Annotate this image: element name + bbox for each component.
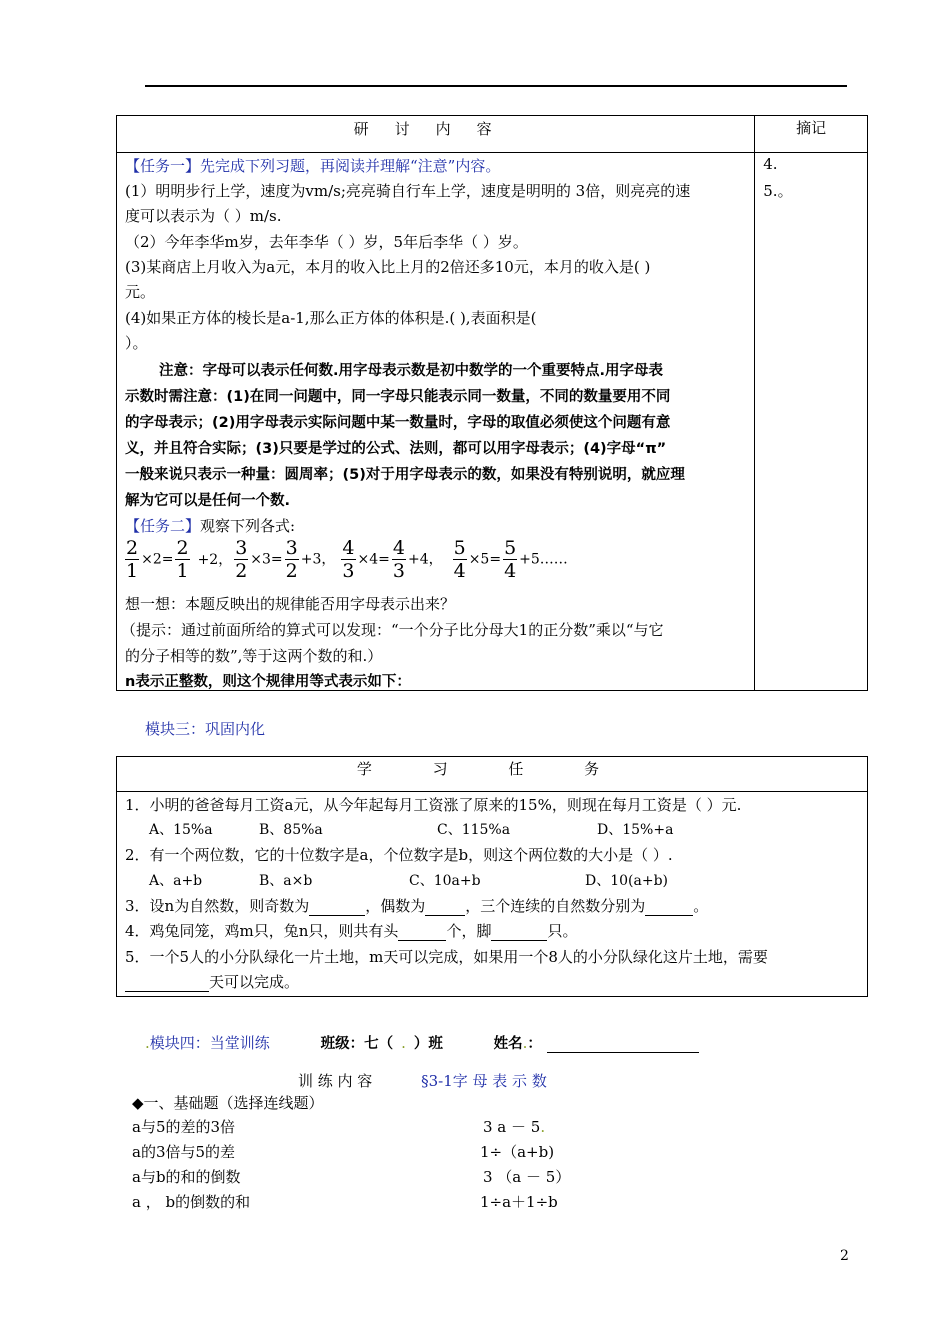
q1-line-a: (1）明明步行上学，速度为vm/s;亮亮骑自行车上学，速度是明明的 3倍，则亮亮的速 <box>125 182 691 200</box>
note-item: 4. <box>763 155 778 173</box>
module3-title: 模块三：巩固内化 <box>145 720 266 738</box>
fraction: $\frac{3}{2}$ <box>285 537 298 582</box>
blank[interactable] <box>398 926 446 941</box>
match-left-item: a与5的差的3倍 <box>132 1118 236 1136</box>
q4-line-b: ）。 <box>125 334 148 352</box>
discussion-cell <box>117 153 755 691</box>
fraction: $\frac{2}{1}$ <box>176 537 189 582</box>
module4-title: 模块四：当堂训练 <box>149 1034 270 1052</box>
note-line-5: 一般来说只表示一种量：圆周率；(5)对于用字母表示的数，如果没有特别说明，就应理 <box>125 467 685 483</box>
problem-2: 2．有一个两位数，它的十位数字是a，个位数字是b，则这个两位数的大小是（ ）. <box>125 846 673 864</box>
q1-line-b: 度可以表示为（ ）m/s. <box>125 207 282 225</box>
hint-line-b: 的分子相等的数”,等于这两个数的和.） <box>125 647 383 665</box>
page-number: 2 <box>840 1248 849 1264</box>
match-left-item: a ， b的倒数的和 <box>132 1193 251 1211</box>
note-line-6: 解为它可以是任何一个数. <box>125 493 291 509</box>
training-heading-row <box>298 1070 547 1091</box>
problem-4: 4．鸡兔同笼，鸡m只，兔n只，则共有头 个，脚 只。 <box>125 922 578 940</box>
blank[interactable] <box>491 926 547 941</box>
task2-tag: 【任务二】 <box>125 517 201 535</box>
table-header-content: 研讨内容 <box>117 116 755 153</box>
formula-row: $\frac{2}{1}$ ×2= $\frac{2}{1}$ +2， $\frac{3}{2}$ ×3= $\frac{3}{2}$ +3， $\frac{4}{3}$ ×4= $\frac{4}{3}$ +4， $\frac{5}{4}$ ×5= $\frac{5}{4}$ +5…… <box>126 537 568 582</box>
note-item: 5.。 <box>763 182 793 200</box>
problem-1: 1．小明的爸爸每月工资a元，从今年起每月工资涨了原来的15%，则现在每月工资是（ ）元. <box>125 796 742 814</box>
answer-blank[interactable] <box>411 674 629 691</box>
problem-1-options: A、15%a B、85%a C、115%a D、15%+a <box>149 822 674 838</box>
note-line-3: 的字母表示；(2)用字母表示实际问题中某一数量时，字母的取值必须使这个问题有意 <box>125 415 671 431</box>
class-label-end: ）班 <box>413 1036 443 1052</box>
q3-line-a: (3)某商店上月收入为a元，本月的收入比上月的2倍还多10元，本月的收入是( ) <box>125 258 651 276</box>
blank[interactable] <box>645 901 693 916</box>
fraction: $\frac{3}{2}$ <box>235 537 248 582</box>
blank[interactable] <box>309 901 365 916</box>
training-heading: 训 练 内 容 <box>298 1072 373 1090</box>
section-title: §3-1字 母 表 示 数 <box>421 1072 547 1090</box>
match-right-item: 3 a － 5. <box>483 1118 546 1136</box>
fraction: $\frac{2}{1}$ <box>126 537 139 582</box>
problem-5-a: 5．一个5人的小分队绿化一片土地，m天可以完成，如果用一个8人的小分队绿化这片土地，需要 <box>125 948 768 966</box>
problem-5-b: 天可以完成。 <box>125 971 299 992</box>
fraction: $\frac{5}{4}$ <box>453 537 466 582</box>
fraction: $\frac{4}{3}$ <box>392 537 405 582</box>
name-label: 姓名 <box>493 1036 523 1052</box>
final-line: n表示正整数，则这个规律用等式表示如下： <box>125 670 629 691</box>
q2-line: （2）今年李华m岁，去年李华（ ）岁，5年后李华（ ）岁。 <box>125 233 528 251</box>
class-label: 班级：七（ <box>320 1036 394 1052</box>
module4-row: .模块四：当堂训练 班级：七（ . ）班 姓名.： <box>145 1032 699 1053</box>
match-left-item: a与b的和的倒数 <box>132 1168 241 1186</box>
q4-line-a: (4)如果正方体的棱长是a-1,那么正方体的体积是.( ),表面积是( <box>125 309 537 327</box>
match-right-item: 3 （a － 5） <box>483 1168 571 1186</box>
name-blank[interactable] <box>547 1038 699 1053</box>
blank[interactable] <box>425 901 465 916</box>
think-line: 想一想：本题反映出的规律能否用字母表示出来？ <box>125 595 456 613</box>
task2-intro: 观察下列各式: <box>200 517 296 535</box>
q3-line-b: 元。 <box>125 283 156 301</box>
task-table-header: 学 习 任 务 <box>117 757 868 792</box>
task1-tag: 【任务一】 <box>125 157 201 175</box>
top-rule <box>145 85 847 87</box>
hint-line-a: （提示：通过前面所给的算式可以发现：“一个分子比分母大1的正分数”乘以“与它 <box>121 621 664 639</box>
fraction: $\frac{5}{4}$ <box>504 537 517 582</box>
fraction: $\frac{4}{3}$ <box>342 537 355 582</box>
match-right-item: 1÷a＋1÷b <box>480 1193 558 1211</box>
discussion-table <box>116 115 868 691</box>
table-header-notes: 摘记 <box>755 116 868 153</box>
note-line-1: 注意：字母可以表示任何数.用字母表示数是初中数学的一个重要特点.用字母表 <box>159 363 664 379</box>
blank[interactable] <box>125 977 209 992</box>
match-left-item: a的3倍与5的差 <box>132 1143 236 1161</box>
task-table-body <box>117 792 868 997</box>
note-line-2: 示数时需注意：(1)在同一问题中，同一字母只能表示同一数量，不同的数量要用不同 <box>125 389 671 405</box>
problem-3: 3．设n为自然数，则奇数为 ，偶数为 ，三个连续的自然数分别为 。 <box>125 897 709 915</box>
learning-task-table <box>116 756 868 997</box>
problem-2-options: A、a+b B、a×b C、10a+b D、10(a+b) <box>149 873 669 889</box>
task1-intro-line <box>125 155 500 176</box>
basic-questions-heading: ◆一、基础题（选择连线题） <box>132 1094 324 1112</box>
notes-cell <box>755 153 868 691</box>
task2-intro-line <box>125 515 295 536</box>
note-line-4: 义，并且符合实际；(3)只要是学过的公式、法则，都可以用字母表示；(4)字母“π” <box>125 441 667 457</box>
task1-intro: 先完成下列习题，再阅读并理解“注意”内容。 <box>200 157 501 175</box>
match-right-item: 1÷（a+b) <box>480 1143 555 1161</box>
